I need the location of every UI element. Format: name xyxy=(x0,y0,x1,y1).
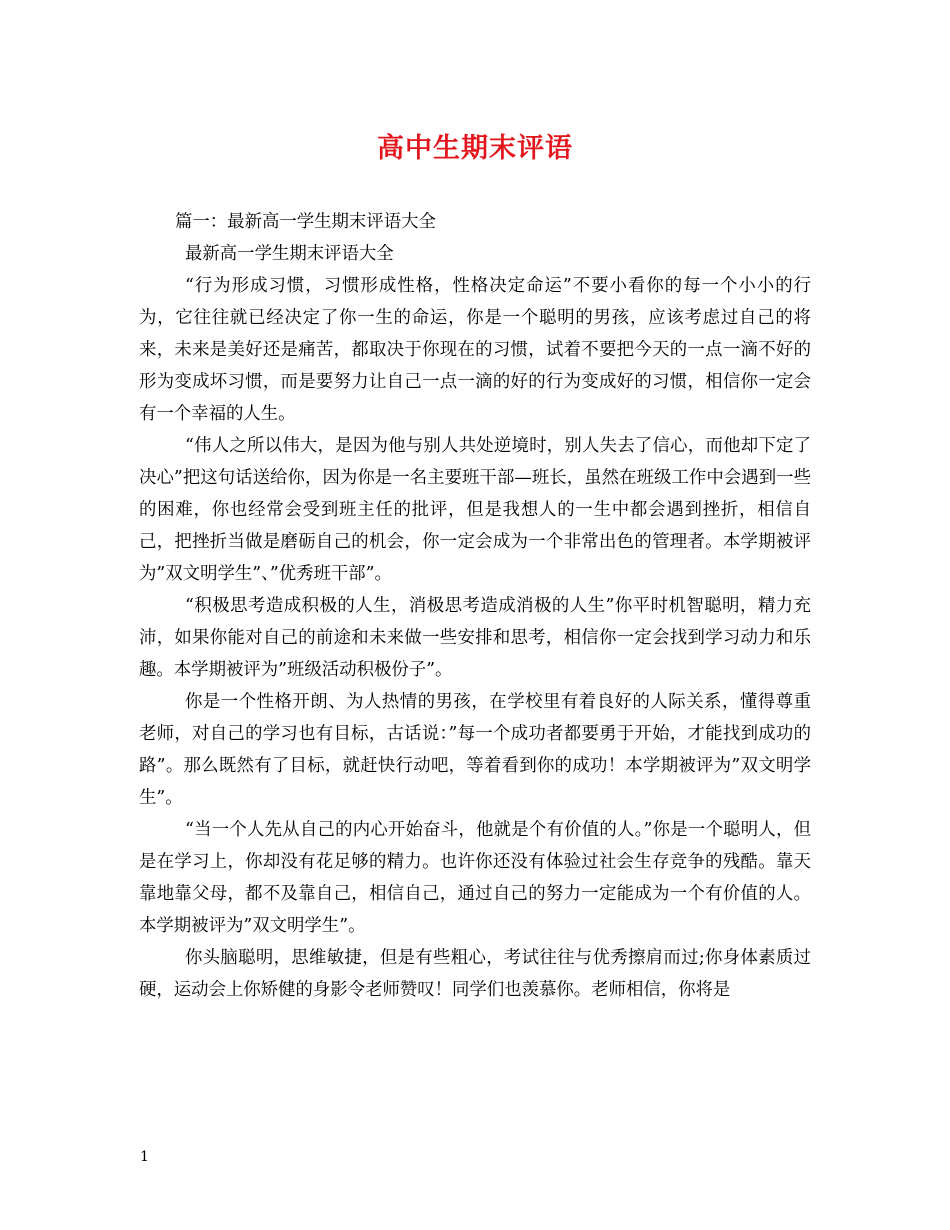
paragraph: “当一个人先从自己的内心开始奋斗，他就是个有价值的人。”你是一个聪明人，但是在学习上，你却没有花足够的精力。也许你还没有体验过社会生存竞争的残酷。靠天靠地靠父母，都不及靠自己，相信自己，通过自己的努力一定能成为一个有价值的人。本学期被评为”双文明学生”。 xyxy=(139,820,811,936)
subheading: 最新高一学生期末评语大全 xyxy=(185,244,394,264)
paragraph: 你头脑聪明，思维敏捷，但是有些粗心，考试往往与优秀擦肩而过;你身体素质过硬，运动会上你矫健的身影令老师赞叹！同学们也羡慕你。老师相信，你将是 xyxy=(139,948,811,1000)
paragraph: “行为形成习惯，习惯形成性格，性格决定命运”不要小看你的每一个小小的行为，它往往就已经决定了你一生的命运，你是一个聪明的男孩，应该考虑过自己的将来，未来是美好还是痛苦，都取决于你现在的习惯，试着不要把今天的一点一滴不好的形为变成坏习惯，而是要努力让自己一点一滴的好的行为变成好的习惯，相信你一定会有一个幸福的人生。 xyxy=(139,276,811,424)
page-number: 1 xyxy=(140,1149,149,1165)
paragraph: 你是一个性格开朗、为人热情的男孩，在学校里有着良好的人际关系，懂得尊重老师，对自己的学习也有目标，古话说：”每一个成功者都要勇于开始，才能找到成功的路”。那么既然有了目标，就赶快行动吧，等着看到你的成功！本学期被评为”双文明学生”。 xyxy=(139,692,811,808)
document-body xyxy=(139,206,811,1006)
paragraph: “伟人之所以伟大，是因为他与别人共处逆境时，别人失去了信心，而他却下定了决心”把这句话送给你，因为你是一名主要班干部—班长，虽然在班级工作中会遇到一些的困难，你也经常会受到班主任的批评，但是我想人的一生中都会遇到挫折，相信自己，把挫折当做是磨砺自己的机会，你一定会成为一个非常出色的管理者。本学期被评为”双文明学生”、”优秀班干部”。 xyxy=(139,436,811,584)
paragraph: “积极思考造成积极的人生，消极思考造成消极的人生”你平时机智聪明，精力充沛，如果你能对自己的前途和未来做一些安排和思考，相信你一定会找到学习动力和乐趣。本学期被评为”班级活动积极份子”。 xyxy=(139,596,811,680)
document-title: 高中生期末评语 xyxy=(377,133,573,164)
section-heading: 篇一：最新高一学生期末评语大全 xyxy=(175,212,436,232)
